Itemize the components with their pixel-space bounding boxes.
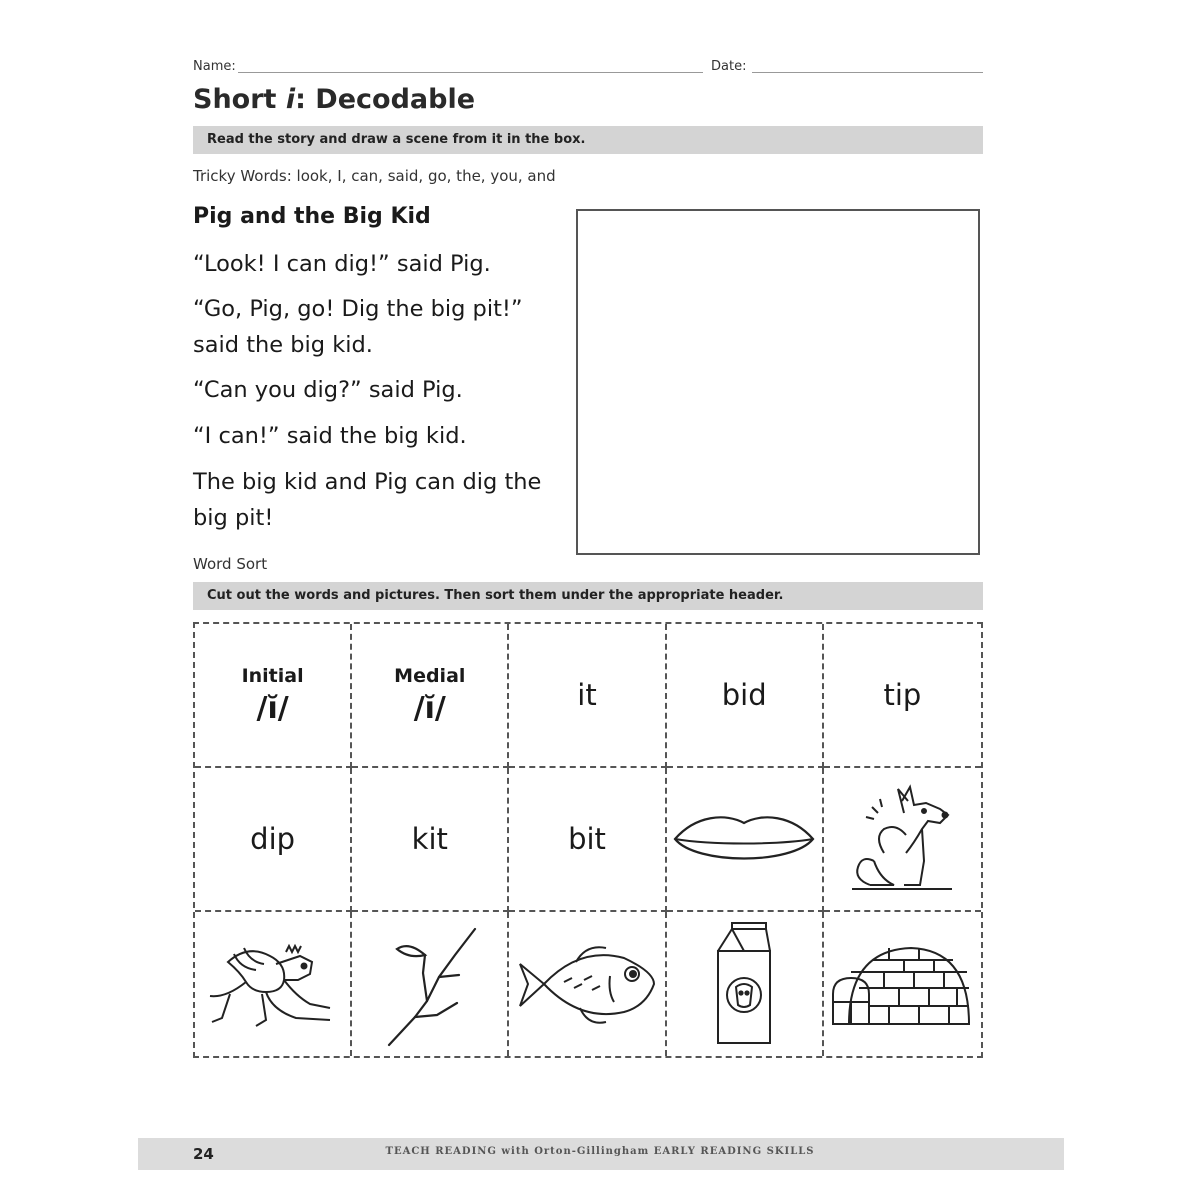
header-symbol: /ĭ/ [256,690,289,726]
picture-card[interactable] [667,912,824,1056]
word-text: kit [411,822,448,856]
drawing-box[interactable] [576,209,980,555]
word-card[interactable] [509,768,666,912]
header-card-medial[interactable] [352,624,509,768]
header-word: Medial [394,664,466,687]
name-line[interactable] [238,72,703,73]
word-text: bid [721,678,767,712]
word-text: tip [883,678,922,712]
sort-instruction-bar: Cut out the words and pictures. Then sort them under the appropriate header. [193,582,983,610]
word-card[interactable] [824,624,981,768]
header-card-initial[interactable] [195,624,352,768]
iguana-icon [200,934,346,1034]
igloo-icon [829,936,975,1032]
story-instruction-bar: Read the story and draw a scene from it in the box. [193,126,983,154]
word-sort-grid [193,622,983,1058]
tricky-words: Tricky Words: look, I, can, said, go, the, you, and [193,167,556,185]
lips-icon [671,809,817,869]
dog-itching-icon [844,783,960,895]
word-card[interactable] [509,624,666,768]
story-line: “Go, Pig, go! Dig the big pit!” said the big kid. [193,296,523,358]
picture-card[interactable] [195,912,352,1056]
picture-card[interactable] [667,768,824,912]
story-line: The big kid and Pig can dig the big pit! [193,469,542,531]
picture-card[interactable] [824,768,981,912]
story-line: “Look! I can dig!” said Pig. [193,251,491,277]
twig-icon [375,921,485,1047]
word-card[interactable] [195,768,352,912]
fish-icon [514,936,660,1032]
story-title: Pig and the Big Kid [193,204,431,229]
header-symbol: /ĭ/ [413,690,446,726]
date-line[interactable] [752,72,983,73]
picture-card[interactable] [824,912,981,1056]
story-line: “I can!” said the big kid. [193,423,467,449]
book-title: TEACH READING with Orton-Gillingham EARLY READING SKILLS [385,1146,815,1157]
milk-carton-icon [704,919,784,1049]
name-label: Name: [193,59,236,74]
header-word: Initial [241,664,304,687]
word-text: it [577,678,597,712]
word-sort-label: Word Sort [193,555,268,573]
date-label: Date: [711,59,747,74]
word-text: dip [250,822,296,856]
story-line: “Can you dig?” said Pig. [193,377,463,403]
word-card[interactable] [352,768,509,912]
page-number: 24 [193,1145,214,1163]
page-title: Short i: Decodable [193,84,476,115]
word-text: bit [568,822,606,856]
word-card[interactable] [667,624,824,768]
picture-card[interactable] [352,912,509,1056]
picture-card[interactable] [509,912,666,1056]
